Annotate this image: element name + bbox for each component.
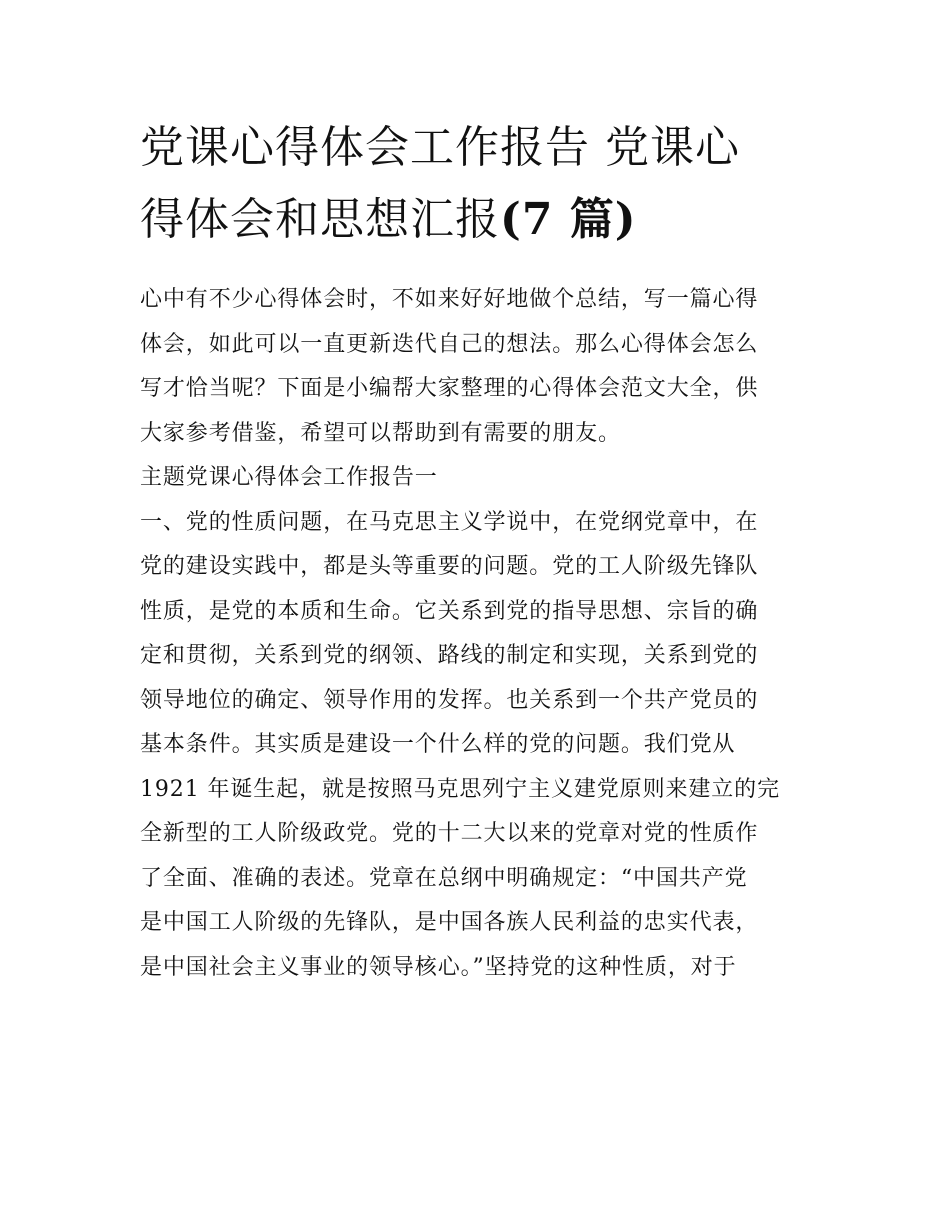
- section-line: 是中国社会主义事业的领导核心。”坚持党的这种性质，对于: [140, 954, 737, 980]
- section-line: 领导地位的确定、领导作用的发挥。也关系到一个共产党员的: [140, 687, 759, 713]
- section-line: 了全面、准确的表述。党章在总纲中明确规定：“中国共产党: [140, 865, 748, 891]
- section-line: 一、党的性质问题，在马克思主义学说中，在党纲党章中，在: [140, 509, 759, 535]
- section-line: 全新型的工人阶级政党。党的十二大以来的党章对党的性质作: [140, 821, 759, 846]
- title-line-1: 党课心得体会工作报告 党课心: [140, 122, 740, 173]
- section-line: 定和贯彻，关系到党的纲领、路线的制定和实现，关系到党的: [140, 643, 759, 668]
- intro-line: 心中有不少心得体会时，不如来好好地做个总结，写一篇心得: [140, 287, 759, 312]
- section-paragraph: [140, 501, 820, 991]
- intro-line: 写才恰当呢？下面是小编帮大家整理的心得体会范文大全，供: [140, 376, 759, 401]
- section-line: 性质，是党的本质和生命。它关系到党的指导思想、宗旨的确: [140, 598, 759, 624]
- title-line-2: [140, 184, 820, 256]
- section-line: 是中国工人阶级的先锋队，是中国各族人民利益的忠实代表，: [140, 910, 759, 935]
- title-count: (7 篇): [500, 194, 637, 245]
- section-line: 基本条件。其实质是建设一个什么样的党的问题。我们党从: [140, 732, 736, 757]
- document-body: [140, 278, 820, 990]
- title-line-2-text: 得体会和思想汇报: [140, 194, 500, 245]
- document-title: [140, 112, 820, 256]
- intro-paragraph: [140, 278, 820, 456]
- section-heading: [140, 456, 820, 501]
- intro-line: 大家参考借鉴，希望可以帮助到有需要的朋友。: [140, 420, 621, 446]
- section-line: 党的建设实践中，都是头等重要的问题。党的工人阶级先锋队: [140, 554, 759, 579]
- section-line: 1921 年诞生起，就是按照马克思列宁主义建党原则来建立的完: [140, 776, 780, 802]
- intro-line: 体会，如此可以一直更新迭代自己的想法。那么心得体会怎么: [140, 331, 759, 357]
- section-heading-text: 主题党课心得体会工作报告一: [140, 465, 438, 490]
